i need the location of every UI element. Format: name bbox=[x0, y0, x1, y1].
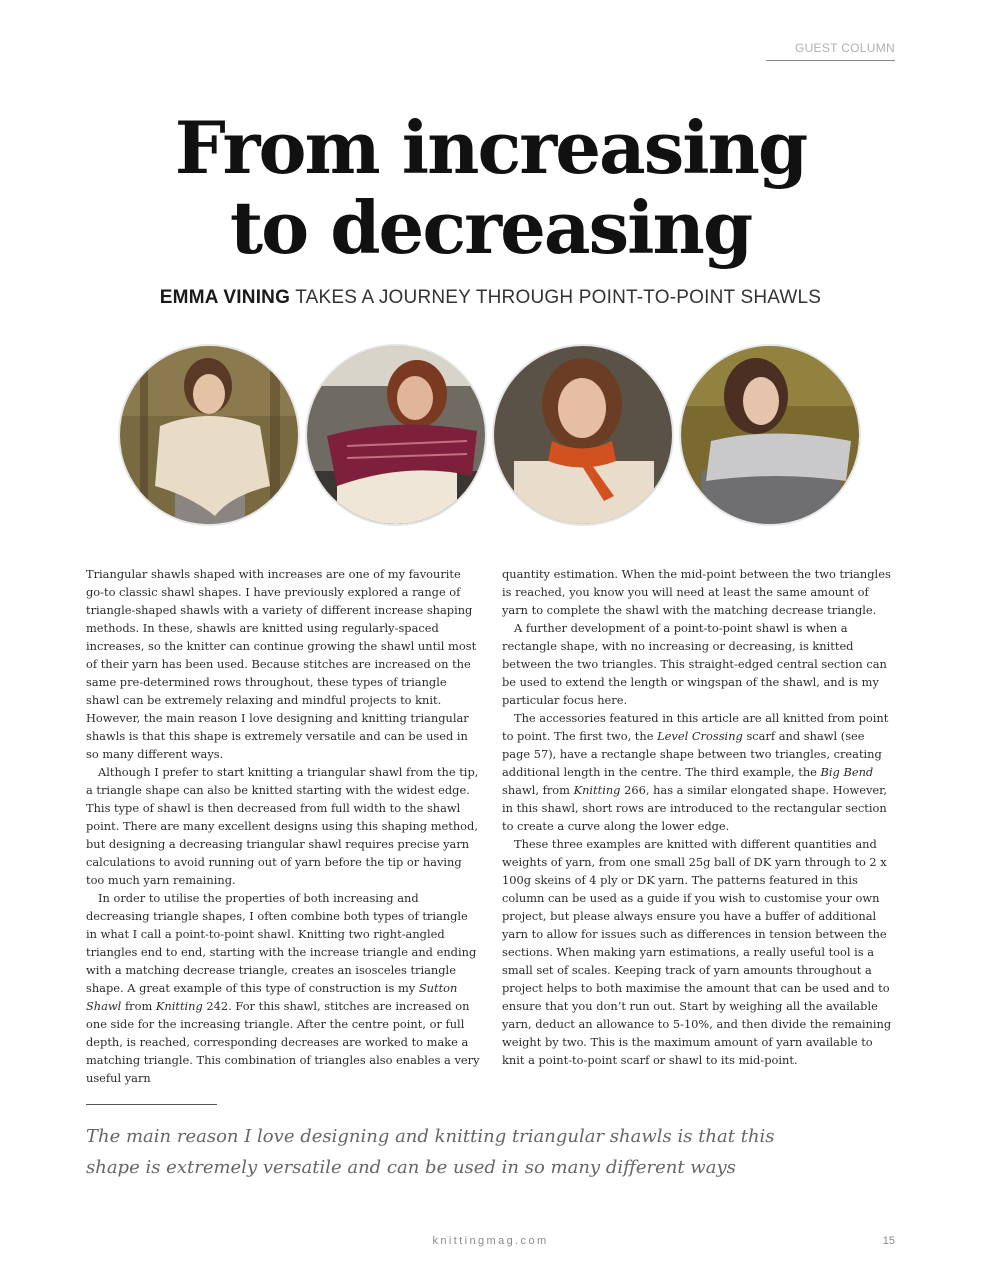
photo-grey-shawl bbox=[681, 346, 859, 524]
title-line-2: to decreasing bbox=[229, 185, 752, 270]
photo-burgundy-shawl bbox=[307, 346, 485, 524]
pull-quote-rule bbox=[86, 1104, 217, 1105]
section-label: GUEST COLUMN bbox=[794, 41, 895, 55]
body-paragraph: These three examples are knitted with different quantities and weights of yarn, from one small 25g ball of DK yarn through to 2 x 100g skeins of 4 ply or DK yarn. The patterns featured in this column can be used as a guide if you wish to customise your own project, but please always ensure you have a buffer of additional yarn to allow for issues such as differences in tension between the sections. When making yarn estimations, a really useful tool is a small set of scales. Keeping track of yarn amounts throughout a project helps to both maximise the amount that can be used and to ensure that you don’t run out. Start by weighing all the available yarn, deduct an allowance to 5-10%, and then divide the remaining weight by two. This is the maximum amount of yarn available to knit a point-to-point scarf or shawl to its mid-point. bbox=[502, 837, 892, 1067]
photo-orange-scarf bbox=[494, 346, 672, 524]
pull-quote: The main reason I love designing and knitting triangular shawls is that this shape is extremely versatile and can be used in so many different ways bbox=[86, 1126, 775, 1178]
footer-url: knittingmag.com bbox=[432, 1235, 549, 1247]
author-name: EMMA VINING bbox=[159, 287, 291, 308]
body-paragraph: quantity estimation. When the mid-point between the two triangles is reached, you know you will need at least the same amount of yarn to complete the shawl with the matching decrease triangle. bbox=[502, 567, 891, 617]
title-line-1: From increasing bbox=[174, 105, 807, 190]
body-paragraph: A further development of a point-to-point shawl is when a rectangle shape, with no increasing or decreasing, is knitted between the two triangles. This straight-edged central section can be used to extend the length or wingspan of the shawl, and is my particular focus here. bbox=[502, 621, 887, 707]
subtitle-text: TAKES A JOURNEY THROUGH POINT-TO-POINT SHAWLS bbox=[295, 287, 822, 308]
body-paragraph: In order to utilise the properties of both increasing and decreasing triangle shapes, I often combine both types of triangle in what I call a point-to-point shawl. Knitting two right-angled triangles end to end, starting with the increase triangle and ending with a matching decrease triangle, creates an isosceles triangle shape. A great example of this type of construction is my Sutton Shawl from Knitting 242. For this shawl, stitches are increased on one side for the increasing triangle. After the centre point, or full depth, is reached, corresponding decreases are worked to make a matching triangle. This combination of triangles also enables a very useful yarn bbox=[86, 891, 480, 1085]
article-subtitle bbox=[0, 287, 981, 309]
body-paragraph: Triangular shawls shaped with increases are one of my favourite go-to classic shawl shapes. I have previously explored a range of triangle-shaped shawls with a variety of different increase shaping methods. In these, shawls are knitted using regularly-spaced increases, so the knitter can continue growing the shawl until most of their yarn has been used. Because stitches are increased on the same pre-determined rows throughout, these types of triangle shawl can be extremely relaxing and mindful projects to knit. However, the main reason I love designing and knitting triangular shawls is that this shape is extremely versatile and can be used in so many different ways. bbox=[86, 567, 477, 761]
section-rule bbox=[766, 60, 895, 61]
body-column-right bbox=[502, 565, 896, 1069]
photo-cream-shawl bbox=[120, 346, 298, 524]
body-paragraph: Although I prefer to start knitting a triangular shawl from the tip, a triangle shape can also be knitted starting with the widest edge. This type of shawl is then decreased from full width to the shawl point. There are many excellent designs using this shaping method, but designing a decreasing triangular shawl requires precise yarn calculations to avoid running out of yarn before the tip or having too much yarn remaining. bbox=[86, 765, 479, 887]
article-title bbox=[80, 105, 901, 270]
page-number: 15 bbox=[882, 1235, 895, 1247]
body-paragraph: The accessories featured in this article are all knitted from point to point. The first two, the Level Crossing scarf and shawl (see page 57), have a rectangle shape between two triangles, creating additional length in the centre. The third example, the Big Bend shawl, from Knitting 266, has a similar elongated shape. However, in this shawl, short rows are introduced to the rectangular section to create a curve along the lower edge. bbox=[502, 711, 889, 833]
body-column-left bbox=[86, 565, 480, 1087]
